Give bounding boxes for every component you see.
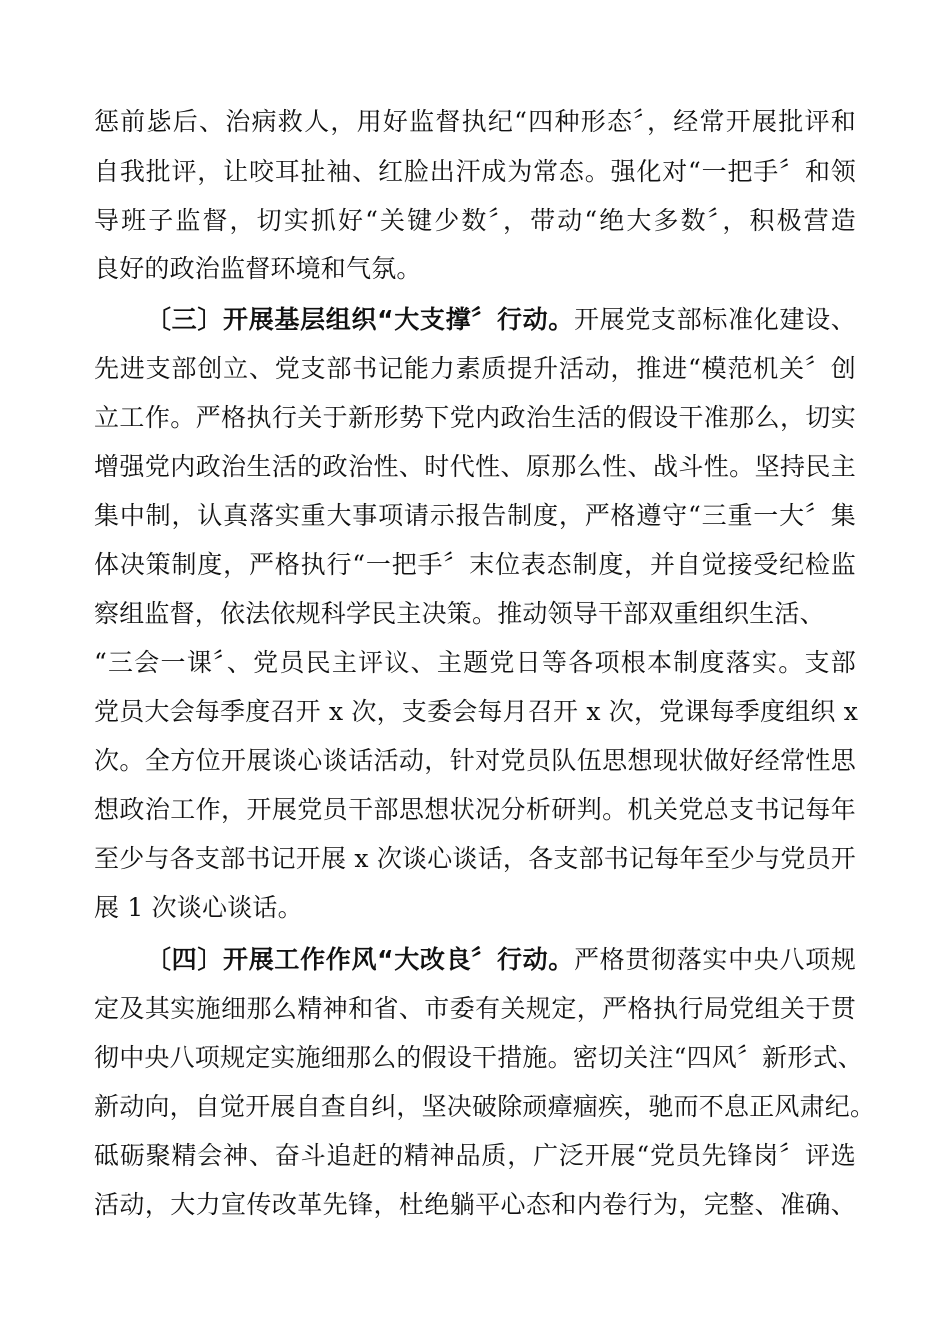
section-four-text: 严格贯彻落实中央八项规 [574, 945, 856, 974]
paragraph-line: 砥砺聚精会神、奋斗追赶的精神品质，广泛开展“党员先锋岗〞评选 [94, 1141, 856, 1170]
paragraph-line: 良好的政治监督环境和气氛。 [94, 254, 422, 283]
section-three-first-line [146, 298, 856, 342]
paragraph-line: 活动，大力宣传改革先锋，杜绝躺平心态和内卷行为，完整、准确、 [94, 1190, 856, 1219]
paragraph-line: 展 1 次谈心谈话。 [94, 893, 303, 922]
paragraph-line: 自我批评，让咬耳扯袖、红脸出汗成为常态。强化对“一把手〞和领 [94, 157, 856, 186]
section-three-text: 开展党支部标准化建设、 [574, 305, 856, 334]
section-four-heading: 〔四〕开展工作作风“大改良〞行动。 [146, 945, 574, 974]
paragraph-line: 定及其实施细那么精神和省、市委有关规定，严格执行局党组关于贯 [94, 994, 856, 1023]
paragraph-line: 彻中央八项规定实施细那么的假设干措施。密切关注“四风〞新形式、 [94, 1043, 863, 1072]
section-three-heading: 〔三〕开展基层组织“大支撑〞行动。 [146, 305, 574, 334]
paragraph-line: 先进支部创立、党支部书记能力素质提升活动，推进“模范机关〞创 [94, 354, 856, 383]
paragraph-line: 集中制，认真落实重大事项请示报告制度，严格遵守“三重一大〞集 [94, 501, 856, 530]
paragraph-line: 导班子监督，切实抓好“关键少数〞，带动“绝大多数〞，积极营造 [94, 206, 856, 235]
section-four-first-line [146, 938, 856, 982]
paragraph-line: 增强党内政治生活的政治性、时代性、原那么性、战斗性。坚持民主 [94, 452, 856, 481]
paragraph-line: “三会一课〞、党员民主评议、主题党日等各项根本制度落实。支部 [94, 648, 856, 677]
paragraph-line: 想政治工作，开展党员干部思想状况分析研判。机关党总支书记每年 [94, 795, 856, 824]
paragraph-line: 党员大会每季度召开 x 次，支委会每月召开 x 次，党课每季度组织 x [94, 697, 859, 726]
paragraph-line: 新动向，自觉开展自查自纠，坚决破除顽瘴痼疾，驰而不息正风肃纪。 [94, 1092, 876, 1121]
paragraph-line: 惩前毖后、治病救人，用好监督执纪“四种形态〞，经常开展批评和 [94, 107, 856, 136]
paragraph-line: 次。全方位开展谈心谈话活动，针对党员队伍思想现状做好经常性思 [94, 746, 856, 775]
paragraph-line: 至少与各支部书记开展 x 次谈心谈话，各支部书记每年至少与党员开 [94, 844, 856, 873]
paragraph-line: 立工作。严格执行关于新形势下党内政治生活的假设干准那么，切实 [94, 403, 856, 432]
paragraph-line: 体决策制度，严格执行“一把手〞末位表态制度，并自觉接受纪检监 [94, 550, 856, 579]
paragraph-line: 察组监督，依法依规科学民主决策。推动领导干部双重组织生活、 [94, 599, 825, 628]
